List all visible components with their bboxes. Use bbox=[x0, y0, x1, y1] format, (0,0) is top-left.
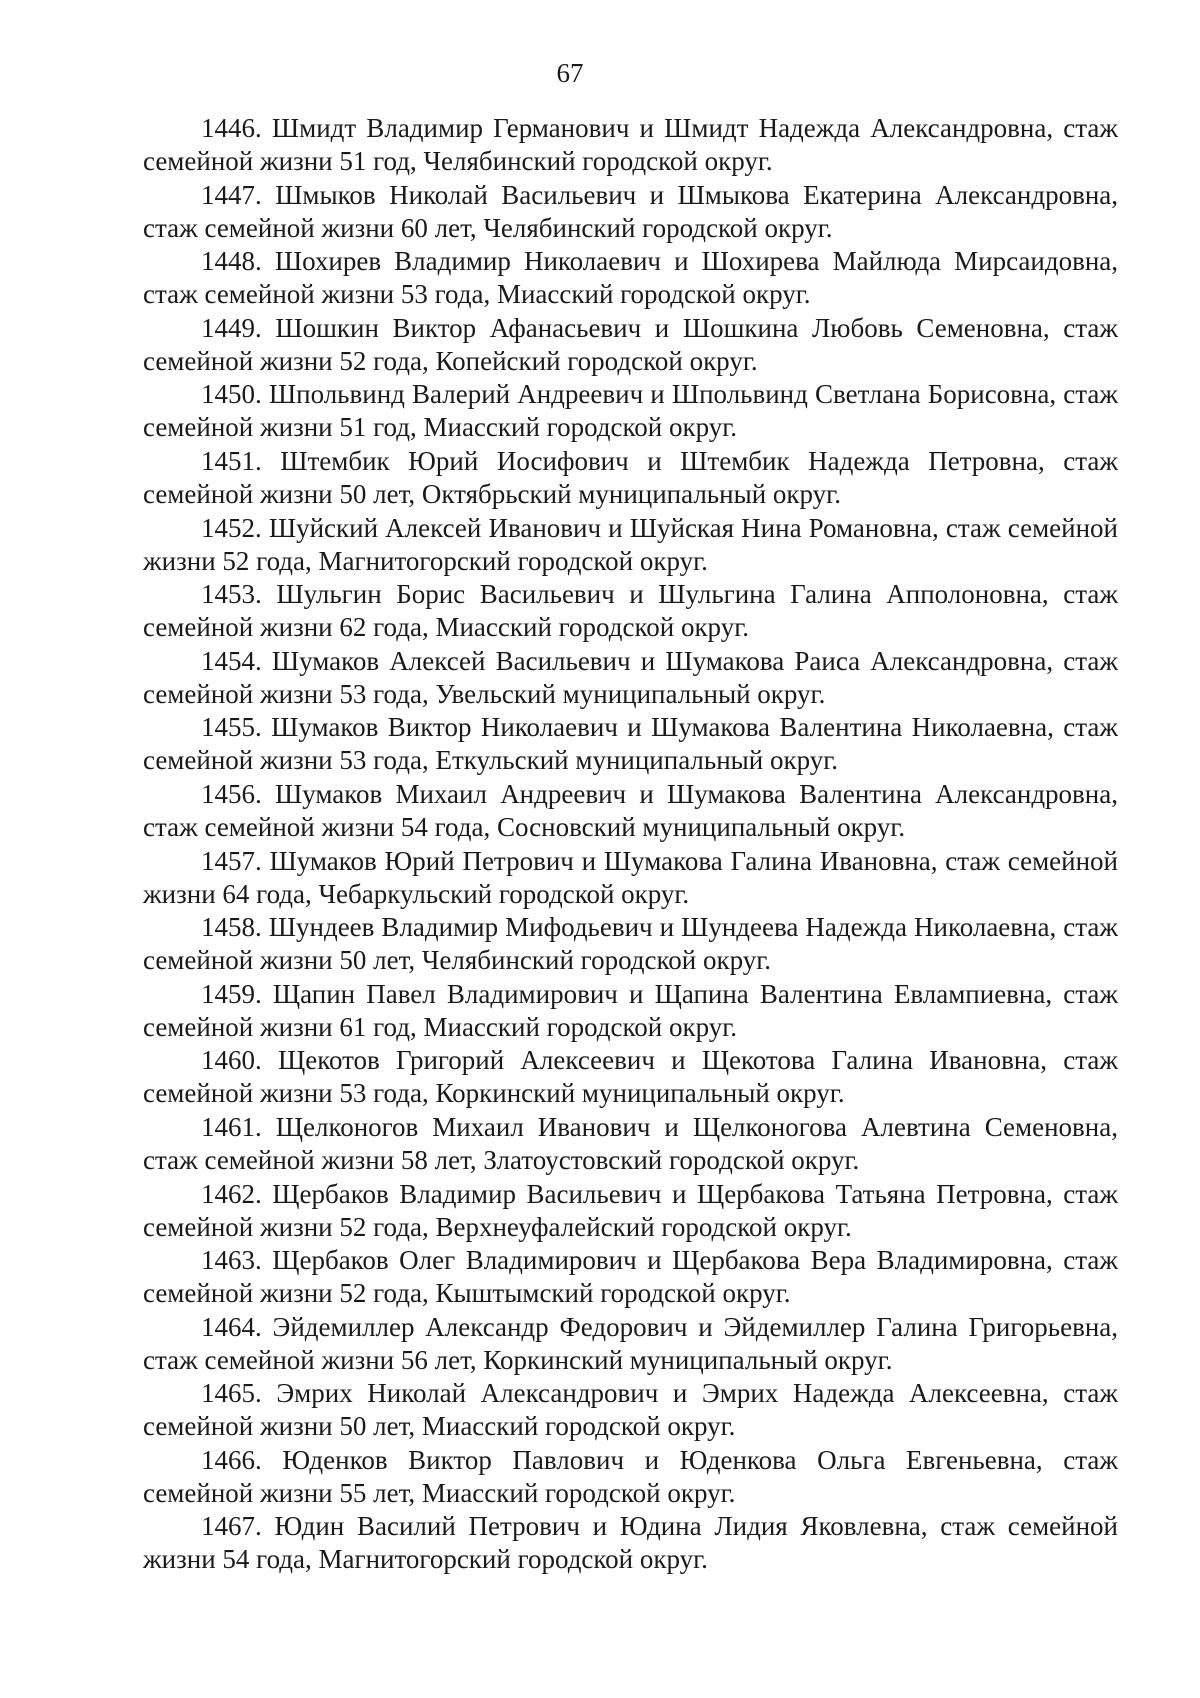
list-item: 1449. Шошкин Виктор Афанасьевич и Шошкина Любовь Семеновна, стаж семейной жизни 52 года, Копейский городской округ. bbox=[143, 312, 1118, 376]
list-item: 1455. Шумаков Виктор Николаевич и Шумакова Валентина Николаевна, стаж семейной жизни 53 года, Еткульский муниципальный округ. bbox=[143, 712, 1118, 776]
list-item: 1448. Шохирев Владимир Николаевич и Шохирева Майлюда Мирсаидовна, стаж семейной жизни 53 года, Миасский городской округ. bbox=[143, 246, 1118, 310]
list-item: 1451. Штембик Юрий Иосифович и Штембик Надежда Петровна, стаж семейной жизни 50 лет, Октябрьский муниципальный округ. bbox=[143, 445, 1118, 509]
list-item: 1465. Эмрих Николай Александрович и Эмрих Надежда Алексеевна, стаж семейной жизни 50 лет, Миасский городской округ. bbox=[143, 1378, 1118, 1442]
list-item: 1460. Щекотов Григорий Алексеевич и Щекотова Галина Ивановна, стаж семейной жизни 53 года, Коркинский муниципальный округ. bbox=[143, 1045, 1118, 1109]
list-item: 1458. Шундеев Владимир Мифодьевич и Шундеева Надежда Николаевна, стаж семейной жизни 50 лет, Челябинский городской округ. bbox=[143, 912, 1118, 976]
list-item: 1462. Щербаков Владимир Васильевич и Щербакова Татьяна Петровна, стаж семейной жизни 52 года, Верхнеуфалейский городской округ. bbox=[143, 1178, 1118, 1242]
list-item: 1447. Шмыков Николай Васильевич и Шмыкова Екатерина Александровна, стаж семейной жизни 60 лет, Челябинский городской округ. bbox=[143, 179, 1118, 243]
list-item: 1466. Юденков Виктор Павлович и Юденкова Ольга Евгеньевна, стаж семейной жизни 55 лет, Миасский городской округ. bbox=[143, 1444, 1118, 1508]
page-number: 67 bbox=[556, 58, 584, 88]
list-item: 1461. Щелконогов Михаил Иванович и Щелконогова Алевтина Семеновна, стаж семейной жизни 58 лет, Златоустовский городской округ. bbox=[143, 1111, 1118, 1175]
list-item: 1463. Щербаков Олег Владимирович и Щербакова Вера Владимировна, стаж семейной жизни 52 года, Кыштымский городской округ. bbox=[143, 1245, 1118, 1309]
list-item: 1453. Шульгин Борис Васильевич и Шульгина Галина Апполоновна, стаж семейной жизни 62 года, Миасский городской округ. bbox=[143, 579, 1118, 643]
list-item: 1457. Шумаков Юрий Петрович и Шумакова Галина Ивановна, стаж семейной жизни 64 года, Чебаркульский городской округ. bbox=[143, 845, 1118, 909]
list-item: 1450. Шпольвинд Валерий Андреевич и Шпольвинд Светлана Борисовна, стаж семейной жизни 51 год, Миасский городской округ. bbox=[143, 379, 1118, 443]
list-item: 1446. Шмидт Владимир Германович и Шмидт Надежда Александровна, стаж семейной жизни 51 год, Челябинский городской округ. bbox=[143, 113, 1118, 176]
list-item: 1452. Шуйский Алексей Иванович и Шуйская Нина Романовна, стаж семейной жизни 52 года, Магнитогорский городской округ. bbox=[143, 512, 1118, 576]
list-item: 1456. Шумаков Михаил Андреевич и Шумакова Валентина Александровна, стаж семейной жизни 54 года, Сосновский муниципальный округ. bbox=[143, 778, 1118, 842]
list-item: 1467. Юдин Василий Петрович и Юдина Лидия Яковлевна, стаж семейной жизни 54 года, Магнитогорский городской округ. bbox=[143, 1511, 1118, 1575]
list-item: 1459. Щапин Павел Владимирович и Щапина Валентина Евлампиевна, стаж семейной жизни 61 год, Миасский городской округ. bbox=[143, 978, 1118, 1042]
entry-list bbox=[143, 112, 1118, 1577]
list-item: 1464. Эйдемиллер Александр Федорович и Эйдемиллер Галина Григорьевна, стаж семейной жизни 56 лет, Коркинский муниципальный округ. bbox=[143, 1311, 1118, 1375]
list-item: 1454. Шумаков Алексей Васильевич и Шумакова Раиса Александровна, стаж семейной жизни 53 года, Увельский муниципальный округ. bbox=[143, 645, 1118, 709]
